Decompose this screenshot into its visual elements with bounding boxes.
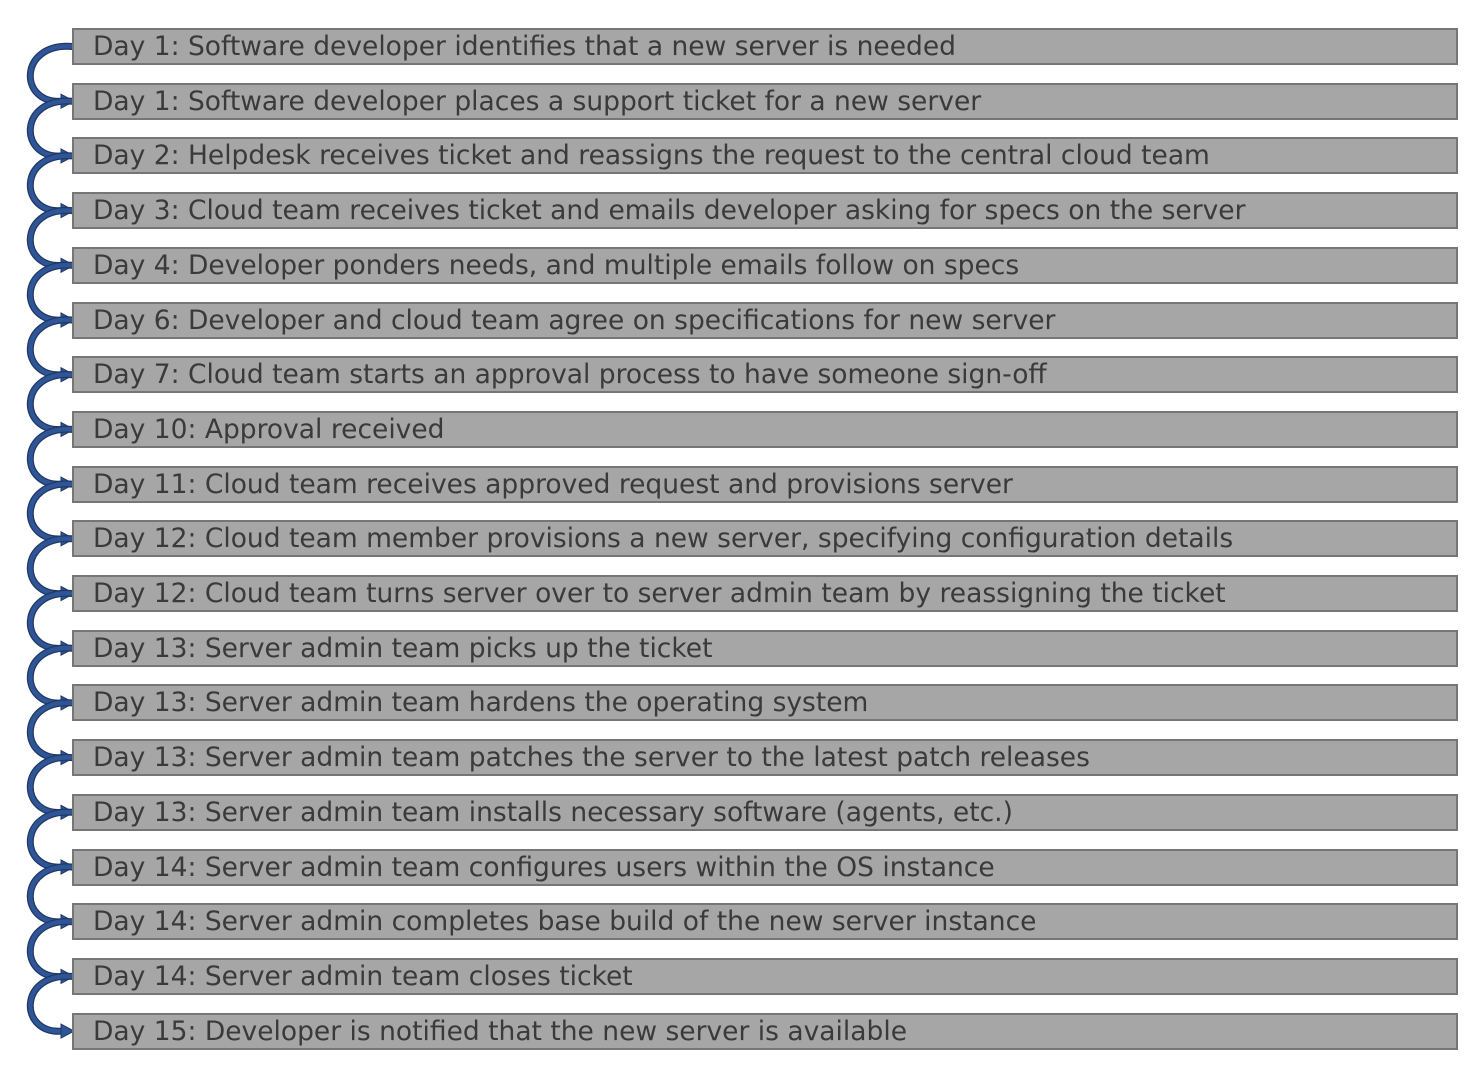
step-box: [72, 849, 1458, 886]
connector-arrow: [30, 265, 74, 327]
step-label: Day 1: Software developer places a support ticket for a new server: [93, 85, 982, 117]
step-label: Day 14: Server admin completes base build of the new server instance: [93, 906, 1037, 938]
step-label: Day 1: Software developer identifies that a new server is needed: [93, 31, 956, 62]
connector-arrow: [30, 812, 74, 874]
step-box: [72, 356, 1458, 393]
connector-arrow: [30, 648, 74, 710]
connector-arrow: [30, 429, 74, 491]
step-box: [72, 28, 1458, 65]
connector-arrow: [30, 46, 74, 108]
step-box: [72, 739, 1458, 776]
connector-arrow: [30, 320, 74, 382]
step-label: Day 13: Server admin team picks up the ticket: [93, 632, 713, 664]
step-box: [72, 411, 1458, 448]
step-box: [72, 466, 1458, 503]
step-box: [72, 302, 1458, 339]
step-label: Day 12: Cloud team member provisions a new server, specifying configuration details: [93, 523, 1234, 555]
step-label: Day 15: Developer is notified that the new server is available: [93, 1015, 907, 1047]
step-box: [72, 520, 1458, 557]
connector-arrow: [30, 484, 74, 546]
step-box: [72, 630, 1458, 667]
step-box: [72, 137, 1458, 174]
connector-arrow: [30, 210, 74, 272]
connector-arrow: [30, 922, 74, 984]
step-label: Day 13: Server admin team patches the server to the latest patch releases: [93, 742, 1090, 774]
step-label: Day 4: Developer ponders needs, and multiple emails follow on specs: [93, 249, 1020, 281]
step-box: [72, 192, 1458, 229]
connector-arrow: [30, 375, 74, 437]
step-box: [72, 247, 1458, 284]
step-label: Day 13: Server admin team hardens the operating system: [93, 687, 869, 719]
step-label: Day 14: Server admin team closes ticket: [93, 960, 633, 992]
step-label: Day 3: Cloud team receives ticket and emails developer asking for specs on the server: [93, 195, 1246, 227]
connector-arrow: [30, 703, 74, 765]
connector-arrow: [30, 593, 74, 655]
step-box: [72, 903, 1458, 940]
step-label: Day 13: Server admin team installs necessary software (agents, etc.): [93, 796, 1013, 828]
step-label: Day 10: Approval received: [93, 413, 445, 445]
connector-arrow: [30, 867, 74, 929]
step-box: [72, 958, 1458, 995]
step-label: Day 6: Developer and cloud team agree on specifications for new server: [93, 304, 1056, 336]
step-label: Day 14: Server admin team configures users within the OS instance: [93, 851, 995, 883]
step-box: [72, 794, 1458, 831]
step-label: Day 7: Cloud team starts an approval process to have someone sign-off: [93, 359, 1047, 391]
connector-arrow: [30, 156, 74, 218]
connector-arrow: [30, 757, 74, 819]
connector-arrow: [30, 101, 74, 163]
connector-arrow: [30, 539, 74, 601]
step-box: [72, 1013, 1458, 1050]
step-box: [72, 575, 1458, 612]
step-label: Day 12: Cloud team turns server over to server admin team by reassigning the ticket: [93, 578, 1226, 609]
step-box: [72, 684, 1458, 721]
step-box: [72, 83, 1458, 120]
step-label: Day 11: Cloud team receives approved request and provisions server: [93, 468, 1013, 500]
connector-arrow: [30, 976, 74, 1038]
step-label: Day 2: Helpdesk receives ticket and reassigns the request to the central cloud team: [93, 140, 1210, 172]
